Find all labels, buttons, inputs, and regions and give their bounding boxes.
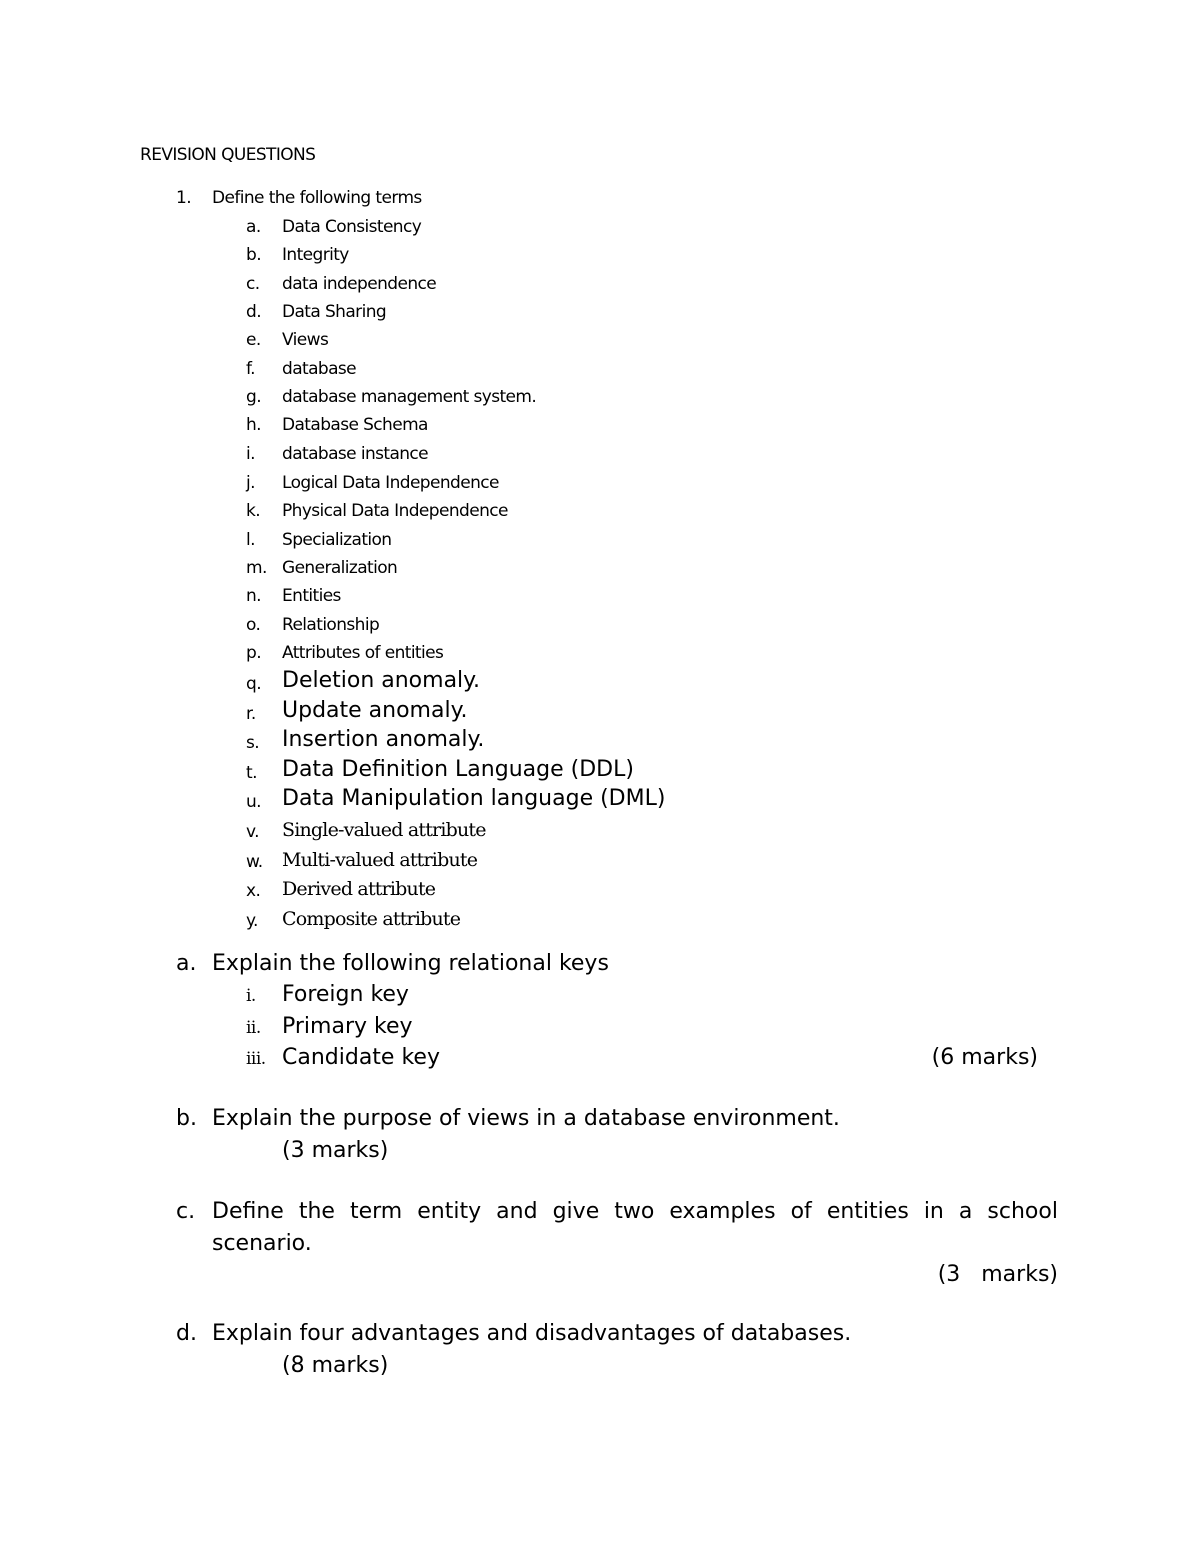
word: entity (417, 1199, 482, 1224)
term-letter: h. (246, 415, 261, 435)
term-letter: r. (246, 704, 256, 724)
key-roman: ii. (246, 1018, 261, 1038)
section-c-letter: c. (176, 1199, 196, 1224)
word: examples (669, 1199, 776, 1224)
term-text: Derived attribute (282, 878, 436, 900)
term-letter: k. (246, 501, 261, 521)
question-1-number: 1. (176, 188, 192, 208)
term-text: Specialization (282, 530, 392, 550)
term-text: Entities (282, 586, 341, 606)
word: and (496, 1199, 538, 1224)
section-b-marks: (3 marks) (282, 1138, 389, 1163)
term-text: Integrity (282, 245, 349, 265)
term-letter: j. (246, 473, 255, 493)
term-text: Insertion anomaly. (282, 727, 485, 752)
term-letter: x. (246, 881, 261, 901)
term-text: Single-valued attribute (282, 819, 486, 841)
key-roman: i. (246, 986, 256, 1006)
term-text: Attributes of entities (282, 643, 444, 663)
term-letter: y. (246, 911, 258, 931)
term-letter: v. (246, 822, 259, 842)
term-letter: u. (246, 792, 261, 812)
term-text: Deletion anomaly. (282, 668, 481, 693)
section-c-line1 (212, 1199, 1058, 1224)
term-letter: l. (246, 530, 255, 550)
word: of (790, 1199, 812, 1224)
question-1-text: Define the following terms (212, 188, 422, 208)
term-text: database (282, 359, 357, 379)
section-d-letter: d. (176, 1321, 197, 1346)
section-a-letter: a. (176, 951, 197, 976)
section-b-letter: b. (176, 1106, 197, 1131)
section-d-text: Explain four advantages and disadvantages of databases. (212, 1321, 852, 1346)
word: two (614, 1199, 655, 1224)
word: a (958, 1199, 973, 1224)
word: the (298, 1199, 335, 1224)
term-text: database management system. (282, 387, 537, 407)
term-letter: q. (246, 674, 261, 694)
term-letter: o. (246, 615, 261, 635)
section-d-marks: (8 marks) (282, 1353, 389, 1378)
term-letter: m. (246, 558, 267, 578)
section-a-text: Explain the following relational keys (212, 951, 609, 976)
term-letter: n. (246, 586, 261, 606)
word: Define (212, 1199, 284, 1224)
key-roman: iii. (246, 1049, 266, 1069)
term-letter: c. (246, 274, 260, 294)
term-text: Generalization (282, 558, 398, 578)
term-text: Data Definition Language (DDL) (282, 757, 634, 782)
section-c-marks: (3 marks) (937, 1262, 1058, 1287)
word: term (349, 1199, 403, 1224)
term-text: Data Consistency (282, 217, 422, 237)
term-letter: w. (246, 852, 263, 872)
term-letter: t. (246, 763, 257, 783)
word: entities (826, 1199, 909, 1224)
term-text: database instance (282, 444, 429, 464)
term-text: Data Sharing (282, 302, 387, 322)
term-letter: i. (246, 444, 255, 464)
term-letter: p. (246, 643, 261, 663)
word: school (987, 1199, 1058, 1224)
term-text: Views (282, 330, 329, 350)
term-text: Logical Data Independence (282, 473, 499, 493)
term-letter: g. (246, 387, 261, 407)
section-c-line2: scenario. (212, 1231, 312, 1256)
term-text: Multi-valued attribute (282, 849, 478, 871)
term-text: Data Manipulation language (DML) (282, 786, 666, 811)
word: give (552, 1199, 600, 1224)
section-b-text: Explain the purpose of views in a database environment. (212, 1106, 840, 1131)
term-letter: f. (246, 359, 255, 379)
term-letter: s. (246, 733, 260, 753)
key-text: Primary key (282, 1014, 413, 1039)
key-text: Foreign key (282, 982, 409, 1007)
term-letter: a. (246, 217, 261, 237)
term-text: Relationship (282, 615, 380, 635)
term-text: Database Schema (282, 415, 428, 435)
term-letter: d. (246, 302, 261, 322)
term-text: Physical Data Independence (282, 501, 508, 521)
term-letter: b. (246, 245, 261, 265)
section-a-marks: (6 marks) (931, 1045, 1038, 1070)
term-letter: e. (246, 330, 261, 350)
page-title: REVISION QUESTIONS (140, 145, 316, 165)
term-text: data independence (282, 274, 437, 294)
word: in (923, 1199, 944, 1224)
term-text: Composite attribute (282, 908, 461, 930)
key-text: Candidate key (282, 1045, 440, 1070)
term-text: Update anomaly. (282, 698, 468, 723)
